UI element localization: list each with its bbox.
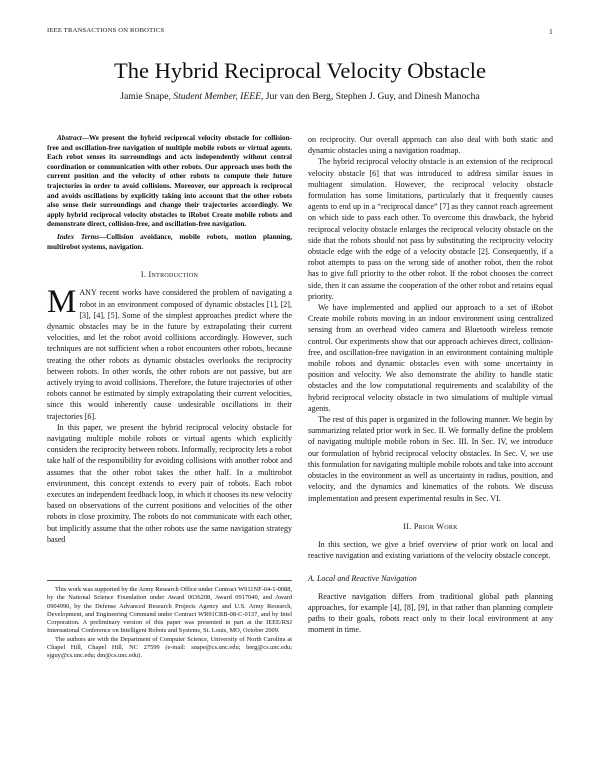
other-authors: Jur van den Berg, Stephen J. Guy, and Dinesh Manocha — [263, 91, 480, 102]
author-line — [0, 91, 600, 102]
prior-work-paragraph-1: In this section, we give a brief overview of prior work on local and reactive navigation and existing variations of the velocity obstacle concept. — [308, 539, 553, 561]
intro-paragraph-4: We have implemented and applied our approach to a set of iRobot Create mobile robots moving in an indoor environment using centralized sensing from an overhead video camera and Bluetooth wireless remote control. Our experiments show that our approach achieves direct, collision-free, and oscillation-free navigation in an environment containing multiple mobile robots and dynamic obstacles even with some uncertainty in position and velocity. We also demonstrate the ability to handle static obstacles and the low computational requirements and scalability of the hybrid reciprocal velocity obstacle in two simulations of multiple virtual agents. — [308, 303, 553, 413]
section-heading-introduction: I. Introduction — [140, 270, 199, 280]
intro-paragraph-2: In this paper, we present the hybrid reciprocal velocity obstacle for navigating multiple mobile robots or virtual agents which explicitly considers the reciprocity between robots. Informally, reciprocity lets a robot take half of the responsibility for avoiding collisions with another robot and assumes that the other robot takes the other half. In a multirobot environment, this concept extends to every pair of robots. Each robot executes an independent feedback loop, in which it chooses its new velocity based on observations of the current positions and velocities of the other robots in close proximity. The robots do not communicate with each other, but implicitly assume that the other robots use the same navigation strategy based — [47, 422, 292, 544]
drop-cap: M — [47, 284, 77, 321]
abstract-label: Abstract — [57, 134, 82, 142]
footnote — [47, 580, 292, 661]
abstract — [47, 134, 292, 230]
prior-work-paragraph-2: Reactive navigation differs from traditional global path planning approaches, for example [4], [8], [9], in that rather than planning complete paths to their goals, robots react only to their local environment at any moment in time. — [308, 591, 553, 635]
subsection-heading-local-navigation: A. Local and Reactive Navigation — [308, 574, 417, 584]
index-terms — [47, 233, 292, 252]
intro-paragraph-5: The rest of this paper is organized in the following manner. We begin by summarizing related prior work in Sec. II. We formally define the problem of navigating multiple mobile robots in Sec. III. In Sec. IV, we introduce our formulation of hybrid reciprocal velocity obstacles. In Sec. V, we use this formulation for navigating multiple mobile robots and take into account obstacles in the environment as well as uncertainty in radius, position, and velocity, and the dynamics and kinematics of the robots. We discuss implementation and present experimental results in Sec. VI. — [308, 415, 553, 503]
paper-title: The Hybrid Reciprocal Velocity Obstacle — [114, 58, 486, 83]
journal-name: IEEE TRANSACTIONS ON ROBOTICS — [47, 27, 165, 34]
intro-paragraph-1-text: recent works have considered the problem of navigating a robot in an environment composed of dynamic obstacles [1], [2], [3], [4], [5]. Some of the simplest approaches predict where the dynamic obstacles may be in the future by extrapolating their current velocities, and let the robot avoid collisions accordingly. However, such techniques are not sufficient when a robot encounters other robots, because treating the other robots as dynamic obstacles overlooks the reciprocity between robots. In other words, the other robots are not passive, but are actively trying to avoid collisions. Therefore, the future trajectories of other robots cannot be estimated by simply extrapolating their current velocities, since this would inherently cause undesirable oscillations in their trajectories [6]. — [47, 288, 292, 421]
intro-paragraph-1 — [47, 284, 292, 421]
left-column — [47, 134, 292, 545]
page-number: 1 — [549, 27, 553, 36]
right-column — [308, 134, 553, 635]
author-1: Jamie Snape, — [120, 91, 174, 102]
footnote-funding: This work was supported by the Army Research Office under Contract W911NF-04-1-0088, by the National Science Foundation under Award 0636208, Award 0917040, and Award 0904990, by the Defense Advanced Research Projects Agency and U.S. Army Research, Development, and Engineering Command under Contract WR91CRB-08-C-0137, and by Intel Corporation. A preliminary version of this paper was presented in part at the IEEE/RSJ International Conference on Intelligent Robots and Systems, St. Louis, MO, October 2009. — [47, 586, 292, 635]
index-terms-label: Index Terms — [57, 232, 99, 241]
index-terms-text: —Collision avoidance, mobile robots, motion planning, multirobot systems, navigation. — [47, 232, 292, 251]
running-head — [47, 27, 553, 34]
section-heading-prior-work: II. Prior Work — [403, 521, 458, 531]
author-1-role: Student Member, IEEE, — [173, 91, 264, 102]
drop-cap-lead: ANY — [79, 288, 97, 298]
footnote-affiliation: The authors are with the Department of Computer Science, University of North Carolina at Chapel Hill, Chapel Hill, NC 27599 (e-mail: snape@cs.unc.edu; berg@cs.unc.edu; sjguy@cs.unc.edu; dm@cs.unc.edu). — [47, 635, 292, 660]
abstract-text: —We present the hybrid reciprocal velocity obstacle for collision-free and oscillation-free navigation of multiple mobile robots or virtual agents. Each robot senses its surroundings and acts independently without central coordination or communication with other robots. Our approach uses both the current position and the velocity of other robots to compute their future trajectories in order to avoid collisions. Moreover, our approach is reciprocal and avoids oscillations by explicitly taking into account that the other robots also sense their surroundings and change their trajectories accordingly. We apply hybrid reciprocal velocity obstacles to iRobot Create mobile robots and demonstrate direct, collision-free, and oscillation-free navigation. — [47, 134, 292, 229]
intro-paragraph-3: The hybrid reciprocal velocity obstacle is an extension of the reciprocal velocity obstacle [6] that was introduced to address similar issues in multiagent simulation. However, the reciprocal velocity obstacle formulation has some limitations, particularly that it frequently causes agents to end up in a “reciprocal dance” [7] as they cannot reach agreement on which side to pass each other. To overcome this drawback, the hybrid reciprocal velocity obstacle enlarges the reciprocal velocity obstacle on the side that the robots should not pass by substituting the reciprocity velocity obstacle edge with the edge of a velocity obstacle [2]. Consequently, if a robot attempts to pass on the wrong side of another robot, then the robot has to give full priority to the other robot. If the robot chooses the correct side, then it can assume the cooperation of the other robot and retains equal priority. — [308, 157, 553, 301]
intro-paragraph-2-continued: on reciprocity. Our overall approach can also deal with both static and dynamic obstacles using a navigation roadmap. — [308, 135, 553, 156]
